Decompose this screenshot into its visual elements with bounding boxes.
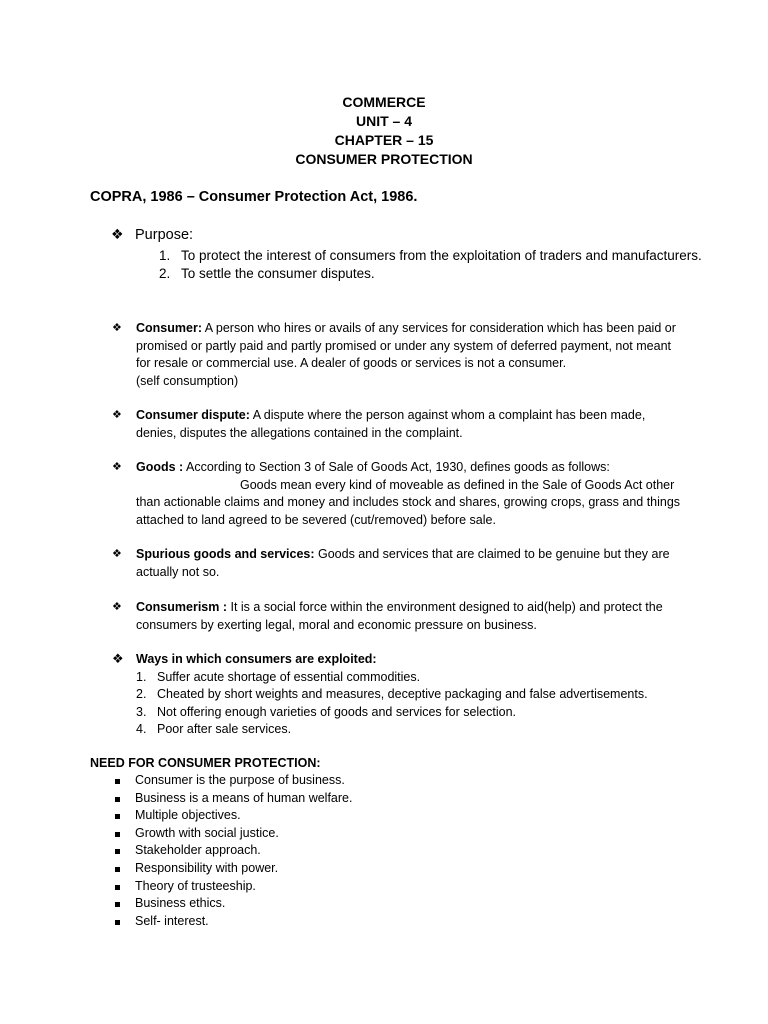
- need-heading: NEED FOR CONSUMER PROTECTION:: [90, 756, 321, 770]
- list-item: Self- interest.: [112, 913, 352, 931]
- square-bullet-icon: [115, 867, 120, 872]
- definition-note: (self consumption): [136, 373, 239, 388]
- list-item: Theory of trusteeship.: [112, 878, 352, 896]
- term-label: Goods :: [136, 460, 184, 474]
- square-bullet-icon: [115, 814, 120, 819]
- list-item: 1. Suffer acute shortage of essential commodities.: [136, 669, 421, 684]
- consumer-definition: ❖ Consumer: A person who hires or avails of any services for consideration which has been paid or promised or partly paid and partly promised or under any system of deferred payment, not meant for resale or commercial use. A dealer of goods or services is not a consumer. (self consumption): [112, 321, 676, 388]
- list-item: 1. To protect the interest of consumers from the exploitation of traders and manufacturers.: [159, 248, 702, 263]
- chapter-title: CHAPTER – 15: [334, 132, 434, 148]
- list-item: 2. To settle the consumer disputes.: [159, 266, 375, 281]
- term-label: Consumerism :: [136, 600, 227, 614]
- square-bullet-icon: [115, 920, 120, 925]
- square-bullet-icon: [115, 779, 120, 784]
- term-label: Spurious goods and services:: [136, 547, 315, 561]
- purpose-heading: Purpose:: [135, 227, 194, 243]
- list-item: 2. Cheated by short weights and measures, deceptive packaging and false advertisements.: [136, 687, 648, 702]
- list-item: Stakeholder approach.: [112, 842, 352, 860]
- diamond-bullet-icon: ❖: [111, 226, 124, 242]
- need-list: [112, 772, 352, 930]
- diamond-bullet-icon: ❖: [112, 651, 124, 666]
- document-title-block: [0, 93, 768, 169]
- square-bullet-icon: [115, 849, 120, 854]
- diamond-bullet-icon: ❖: [112, 601, 122, 613]
- purpose-list: [111, 247, 761, 283]
- list-item: 3. Not offering enough varieties of goods and services for selection.: [136, 704, 517, 719]
- square-bullet-icon: [115, 832, 120, 837]
- goods-definition: ❖ Goods : According to Section 3 of Sale of Goods Act, 1930, defines goods as follows: Goods mean every kind of moveable as defined in the Sale of Goods Act other than actionable claims and money and includes stock and shares, growing crops, grass and things attached to land agreed to be severed (cut/removed) before sale.: [112, 459, 682, 529]
- unit-title: UNIT – 4: [355, 113, 412, 129]
- list-item: Consumer is the purpose of business.: [112, 772, 352, 790]
- diamond-bullet-icon: ❖: [112, 322, 122, 334]
- exploitation-heading: Ways in which consumers are exploited:: [136, 652, 377, 666]
- consumerism-definition: ❖ Consumerism : It is a social force within the environment designed to aid(help) and protect the consumers by exerting legal, moral and economic pressure on business.: [112, 600, 663, 632]
- chapter-name: CONSUMER PROTECTION: [295, 151, 473, 167]
- goods-definition-rest: than actionable claims and money and includes stock and shares, growing crops, grass and things attached to land agreed to be severed (cut/removed) before sale.: [136, 495, 681, 527]
- purpose-section: [111, 225, 761, 283]
- list-item: Business is a means of human welfare.: [112, 790, 352, 808]
- diamond-bullet-icon: ❖: [112, 409, 122, 421]
- act-heading: COPRA, 1986 – Consumer Protection Act, 1986.: [90, 189, 418, 205]
- subject-title: COMMERCE: [342, 94, 426, 110]
- list-item: Growth with social justice.: [112, 825, 352, 843]
- consumer-dispute-definition: ❖ Consumer dispute: A dispute where the person against whom a complaint has been made, denies, disputes the allegations contained in the complaint.: [112, 408, 646, 440]
- goods-definition-first-line: Goods mean every kind of moveable as defined in the Sale of Goods Act other: [240, 477, 675, 492]
- diamond-bullet-icon: ❖: [112, 461, 122, 473]
- list-item: 4. Poor after sale services.: [136, 722, 292, 737]
- exploitation-section: [112, 651, 682, 739]
- list-item: Multiple objectives.: [112, 807, 352, 825]
- term-label: Consumer:: [136, 321, 202, 335]
- diamond-bullet-icon: ❖: [112, 548, 122, 560]
- list-item: Business ethics.: [112, 895, 352, 913]
- square-bullet-icon: [115, 797, 120, 802]
- square-bullet-icon: [115, 902, 120, 907]
- term-label: Consumer dispute:: [136, 408, 250, 422]
- exploitation-list: [112, 669, 682, 739]
- square-bullet-icon: [115, 885, 120, 890]
- list-item: Responsibility with power.: [112, 860, 352, 878]
- spurious-goods-definition: ❖ Spurious goods and services: Goods and services that are claimed to be genuine but they are actually not so.: [112, 547, 670, 579]
